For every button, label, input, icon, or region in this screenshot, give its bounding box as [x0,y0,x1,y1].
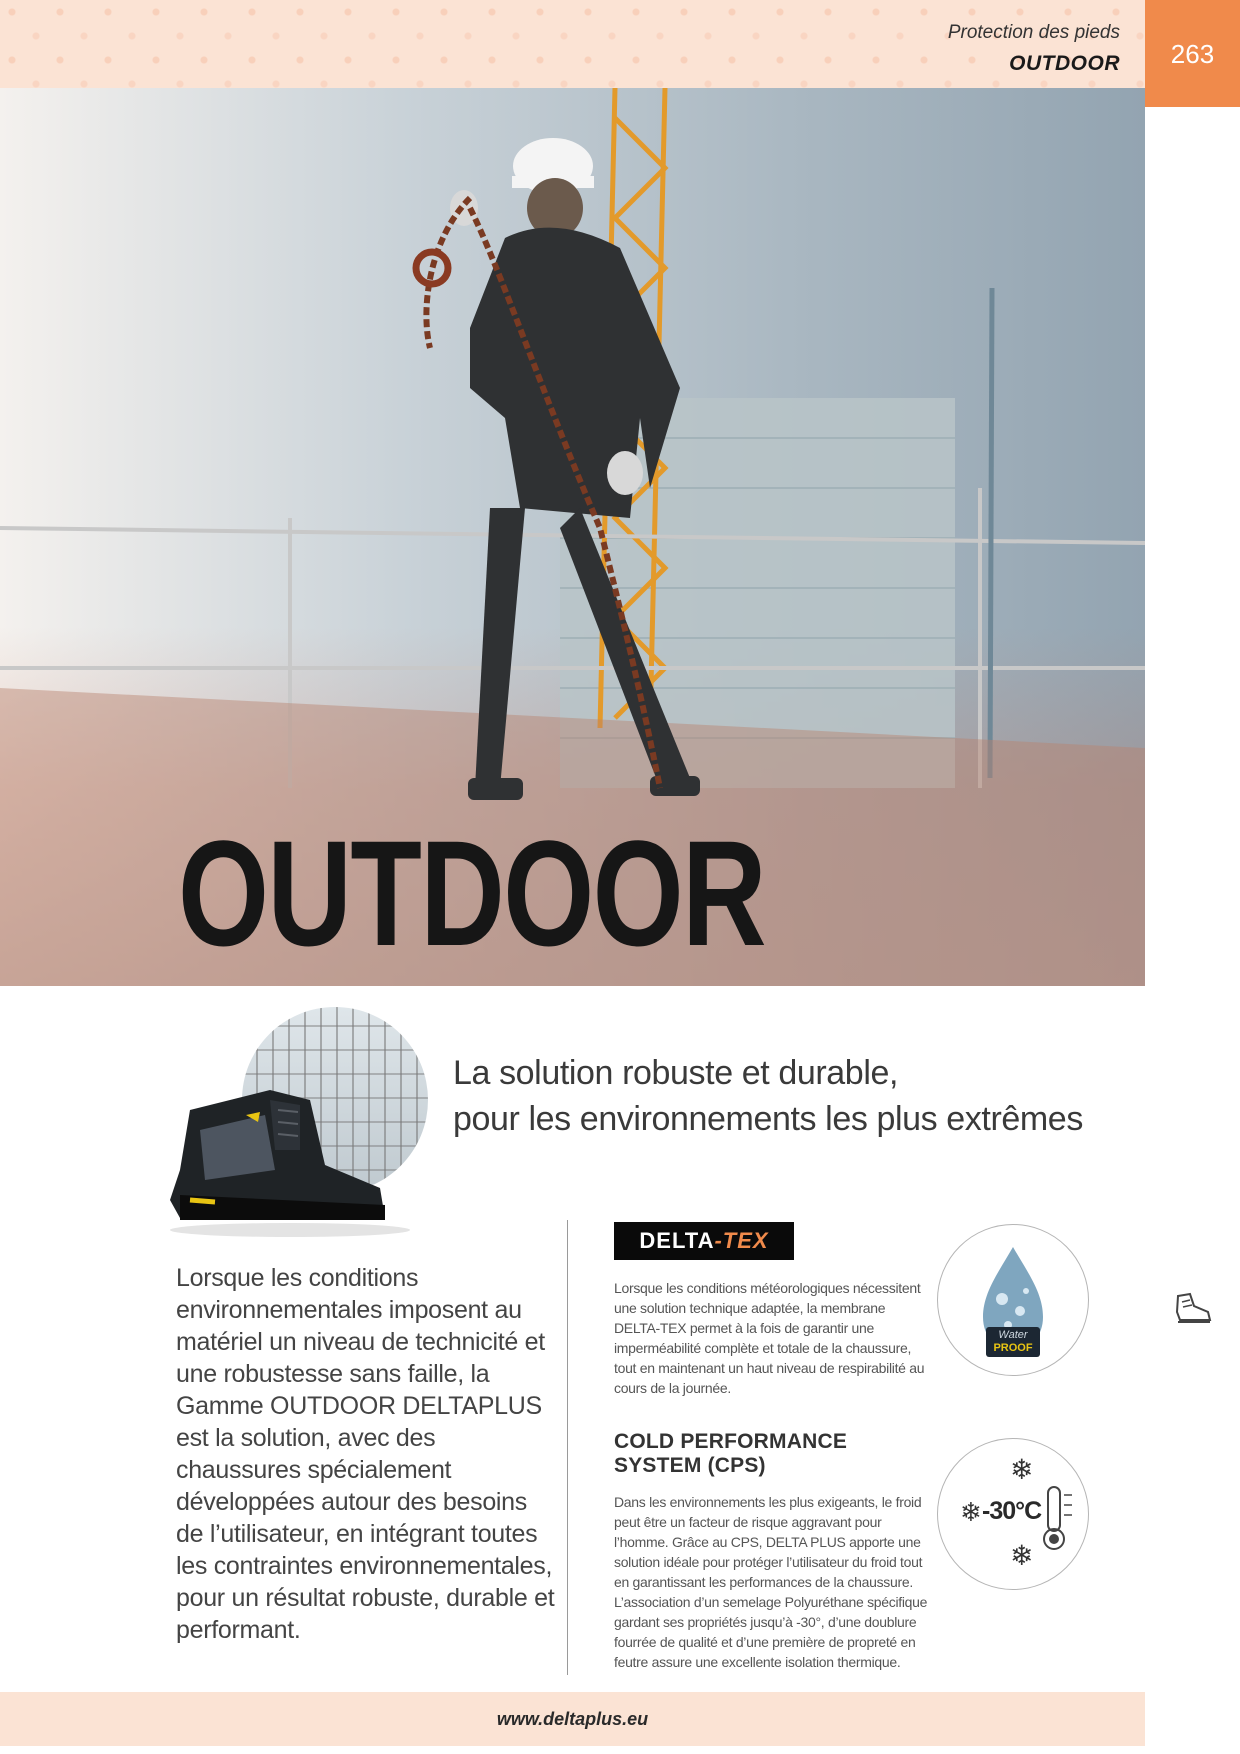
page-number: 263 [1145,0,1240,107]
thermometer-icon [1042,1485,1076,1551]
cps-heading [614,1430,934,1478]
cps-heading-line-1: COLD PERFORMANCE [614,1430,848,1453]
badge-proof-label: PROOF [993,1342,1033,1354]
column-divider [567,1220,568,1675]
hero-photo [0,88,1145,986]
cps-description: Dans les environnements les plus exigeants, le froid peut être un facteur de risque aggravant pour l’homme. Grâce au CPS, DELTA PLUS apporte une solution idéale pour protéger l’utilisateur du froid tout en garantissant les performances de la chaussure. L’association d’un semelage Polyuréthane spécifique gardant ses propriétés jusqu’à -30°, d’une doublure fourrée de qualité et d’une première de propreté en feutre assure une excellente isolation thermique. [614,1494,928,1670]
intro-paragraph: Lorsque les conditions environnementales imposent au matériel un niveau de technicité et une robustesse sans faille, la Gamme OUTDOOR DELTAPLUS est la solution, avec des chaussures spécialement développées autour des besoins de l’utilisateur, en intégrant toutes les contraintes environnementales, pour un résultat robuste, durable et performant. [176,1264,555,1644]
snowflake-bottom-icon: ❄ [1010,1540,1034,1571]
footer-website-link[interactable]: www.deltaplus.eu [496,1709,649,1729]
tagline-line-1: La solution robuste et durable, [453,1054,899,1092]
snowflake-left-icon: ❄ [960,1497,982,1527]
snowflake-top-icon: ❄ [1010,1454,1034,1485]
badge-water-label: Water [998,1329,1028,1341]
deltatex-logo-accent: -TEX [714,1228,769,1253]
cold-performance-badge [937,1438,1089,1590]
cps-heading-line-2: SYSTEM (CPS) [614,1454,766,1477]
header-band [0,0,1145,88]
deltatex-logo-main: DELTA [639,1228,715,1253]
header-subsection-title: OUTDOOR [1009,52,1120,75]
boot-image [150,1070,410,1240]
header-section-title: Protection des pieds [947,22,1120,43]
shoe-icon [1174,1290,1214,1326]
cold-temperature-label: -30°C [982,1497,1042,1525]
tagline-line-2: pour les environnements les plus extrêmes [453,1100,1083,1138]
waterproof-badge [937,1224,1089,1376]
tagline [453,1050,1083,1142]
deltatex-logo [614,1222,794,1260]
deltatex-description: Lorsque les conditions météorologiques nécessitent une solution technique adaptée, la membrane DELTA-TEX permet à la fois de garantir une imperméabilité complète et totale de la chaussure, tout en maintenant un haut niveau de respirabilité au cours de la journée. [614,1280,925,1396]
hero-title: OUTDOOR [178,809,766,977]
